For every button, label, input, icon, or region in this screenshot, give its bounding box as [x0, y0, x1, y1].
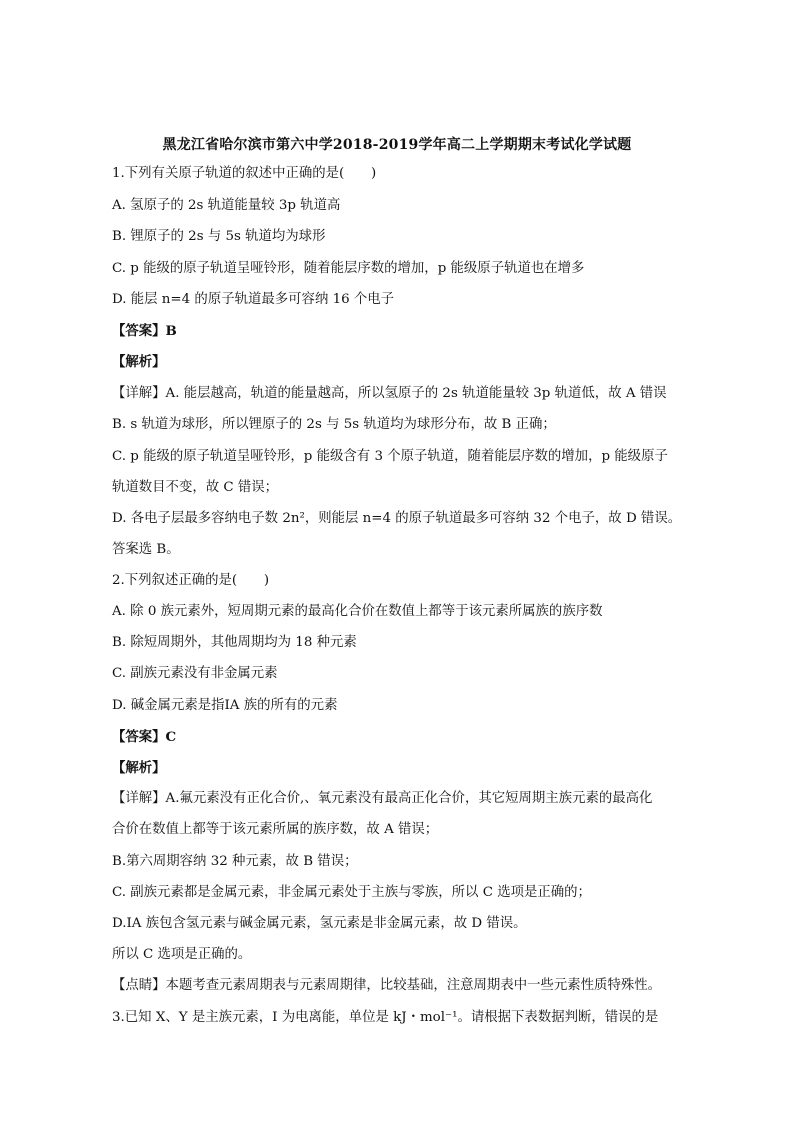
question-1-option-c: C. p 能级的原子轨道呈哑铃形，随着能层序数的增加，p 能级原子轨道也在增多 — [112, 261, 585, 276]
question-2-detail-c: C. 副族元素都是金属元素，非金属元素处于主族与零族，所以 C 选项是正确的； — [112, 885, 591, 900]
question-3-stem: 3.已知 X、Y 是主族元素，I 为电离能，单位是 kJ・mol⁻¹。请根据下表数据判断，错误的是 — [112, 1010, 659, 1025]
question-1-detail-a: 【详解】A. 能层越高，轨道的能量越高，所以氢原子的 2s 轨道能量较 3p 轨道低，故 A 错误 — [112, 386, 667, 401]
question-1-option-b: B. 锂原子的 2s 与 5s 轨道均为球形 — [112, 229, 326, 244]
question-2-detail-a-cont: 合价在数值上都等于该元素所属的族序数，故 A 错误； — [112, 822, 439, 837]
question-1-detail-c: C. p 能级的原子轨道呈哑铃形，p 能级含有 3 个原子轨道，随着能层序数的增加，p 能级原子 — [112, 449, 668, 464]
question-2-detail-a: 【详解】A.氟元素没有正化合价,、氧元素没有最高正化合价，其它短周期主族元素的最高化 — [112, 791, 653, 806]
question-2-detail-d: D.ⅠA 族包含氢元素与碱金属元素，氢元素是非金属元素，故 D 错误。 — [112, 916, 527, 931]
question-2-analysis-heading: 【解析】 — [112, 760, 166, 776]
document-title: 黑龙江省哈尔滨市第六中学2018-2019学年高二上学期期末考试化学试题 — [162, 137, 632, 153]
question-2-option-b: B. 除短周期外，其他周期均为 18 种元素 — [112, 635, 357, 650]
question-1-analysis-heading: 【解析】 — [112, 354, 166, 370]
question-2-stem: 2.下列叙述正确的是( ) — [112, 573, 270, 588]
question-2-note: 【点睛】本题考查元素周期表与元素周期律，比较基础，注意周期表中一些元素性质特殊性。 — [112, 978, 662, 993]
question-1-detail-c-cont: 轨道数目不变，故 C 错误； — [112, 480, 279, 495]
question-1-conclusion: 答案选 B。 — [112, 542, 180, 557]
question-1-stem: 1.下列有关原子轨道的叙述中正确的是( ) — [112, 166, 377, 181]
question-2-answer: 【答案】C — [112, 729, 177, 745]
question-2-option-d: D. 碱金属元素是指ⅠA 族的所有的元素 — [112, 698, 338, 713]
question-1-detail-d: D. 各电子层最多容纳电子数 2n²，则能层 n=4 的原子轨道最多可容纳 32 个电子，故 D 错误。 — [112, 511, 682, 526]
question-2-detail-b: B.第六周期容纳 32 种元素，故 B 错误； — [112, 854, 358, 869]
question-1-option-d: D. 能层 n=4 的原子轨道最多可容纳 16 个电子 — [112, 292, 395, 307]
question-2-option-c: C. 副族元素没有非金属元素 — [112, 666, 278, 681]
question-2-conclusion: 所以 C 选项是正确的。 — [112, 947, 252, 962]
question-2-option-a: A. 除 0 族元素外，短周期元素的最高化合价在数值上都等于该元素所属族的族序数 — [112, 604, 603, 619]
question-1-option-a: A. 氢原子的 2s 轨道能量较 3p 轨道高 — [112, 198, 341, 213]
question-1-answer: 【答案】B — [112, 323, 177, 339]
question-1-detail-b: B. s 轨道为球形，所以锂原子的 2s 与 5s 轨道均为球形分布，故 B 正确； — [112, 417, 556, 432]
